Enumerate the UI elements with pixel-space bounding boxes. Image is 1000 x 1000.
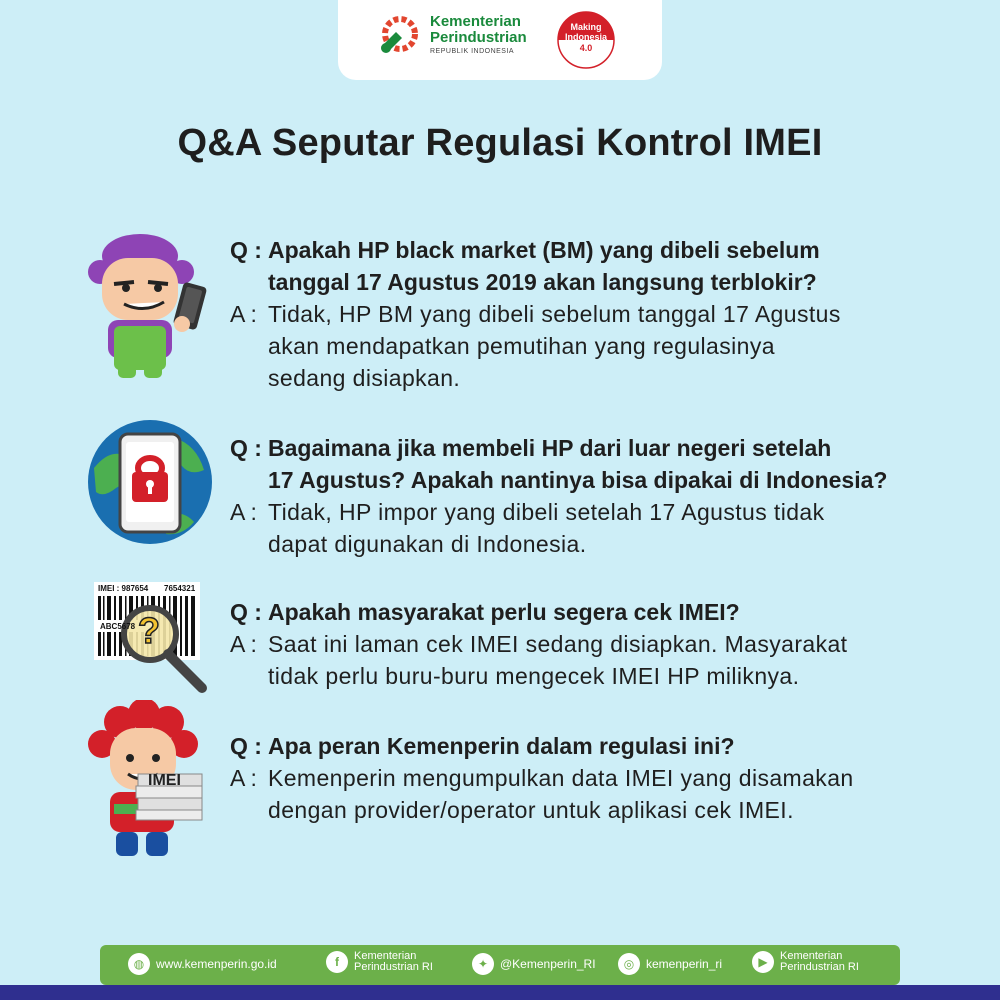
footer-bottom-stripe <box>0 985 1000 1000</box>
barcode-top-text: IMEI : 987654 <box>98 584 149 593</box>
qa-block-3 <box>230 596 970 692</box>
youtube-icon: ▶ <box>752 951 774 973</box>
twitter-icon: ✦ <box>472 953 494 975</box>
globe-icon: ◍ <box>128 953 150 975</box>
question-tag: Q : <box>230 237 262 263</box>
footer-social-bar <box>100 945 900 985</box>
instagram-icon: ◎ <box>618 953 640 975</box>
answer-3-line-1: Saat ini laman cek IMEI sedang disiapkan. Masyarakat <box>268 631 848 657</box>
locked-phone-globe-icon <box>86 418 214 546</box>
question-tag: Q : <box>230 733 262 759</box>
answer-1 <box>230 298 970 394</box>
question-3-line-1: Apakah masyarakat perlu segera cek IMEI? <box>268 599 740 625</box>
question-tag: Q : <box>230 435 262 461</box>
badge-line1: Making <box>570 22 602 32</box>
footer-instagram-link[interactable] <box>618 953 722 975</box>
answer-tag: A : <box>230 301 257 327</box>
facebook-icon: f <box>326 951 348 973</box>
twitter-handle: @Kemenperin_RI <box>500 957 596 971</box>
website-text: www.kemenperin.go.id <box>156 957 277 971</box>
answer-2-line-2: dapat digunakan di Indonesia. <box>268 531 587 557</box>
answer-1-line-3: sedang disiapkan. <box>268 365 461 391</box>
question-2 <box>230 432 970 496</box>
facebook-line1: Kementerian <box>354 950 417 962</box>
ministry-subtitle: REPUBLIK INDONESIA <box>430 47 515 55</box>
ministry-name-line1: Kementerian <box>430 13 521 30</box>
barcode-mid-text: ABC5678 <box>100 622 136 631</box>
answer-3-line-2: tidak perlu buru-buru mengecek IMEI HP miliknya. <box>268 663 800 689</box>
answer-tag: A : <box>230 499 257 525</box>
answer-1-line-2: akan mendapatkan pemutihan yang regulasinya <box>268 333 775 359</box>
badge-line3: 4.0 <box>579 42 593 53</box>
answer-tag: A : <box>230 765 257 791</box>
question-1-line-2: tanggal 17 Agustus 2019 akan langsung terblokir? <box>268 269 817 295</box>
question-2-line-1: Bagaimana jika membeli HP dari luar negeri setelah <box>268 435 832 461</box>
qa-block-4 <box>230 730 970 826</box>
header-logo-card <box>338 0 662 80</box>
footer-twitter-link[interactable] <box>472 953 596 975</box>
answer-tag: A : <box>230 631 257 657</box>
barcode-top-right-text: 7654321 <box>164 584 196 593</box>
youtube-line2: Perindustrian RI <box>780 961 859 973</box>
answer-3 <box>230 628 970 692</box>
barcode-magnifier-icon <box>92 580 212 695</box>
ministry-wordmark <box>430 14 527 55</box>
page-title: Q&A Seputar Regulasi Kontrol IMEI <box>177 122 823 164</box>
question-1-line-1: Apakah HP black market (BM) yang dibeli sebelum <box>268 237 820 263</box>
instagram-handle: kemenperin_ri <box>646 957 723 971</box>
answer-4-line-1: Kemenperin mengumpulkan data IMEI yang disamakan <box>268 765 854 791</box>
question-3 <box>230 596 970 628</box>
smirking-man-with-phone-icon <box>78 228 208 380</box>
answer-2-line-1: Tidak, HP impor yang dibeli setelah 17 Agustus tidak <box>268 499 825 525</box>
answer-4-line-2: dengan provider/operator untuk aplikasi cek IMEI. <box>268 797 794 823</box>
man-with-imei-documents-graphic <box>80 700 208 862</box>
question-tag: Q : <box>230 599 262 625</box>
facebook-line2: Perindustrian RI <box>354 961 433 973</box>
question-4 <box>230 730 970 762</box>
qa-block-1 <box>230 234 970 394</box>
ministry-name-line2: Perindustrian <box>430 28 527 46</box>
footer-website-link[interactable] <box>128 953 277 975</box>
imei-document-label: IMEI <box>148 772 181 789</box>
footer-facebook-link[interactable] <box>326 951 433 973</box>
magnifier-question-mark: ? <box>138 610 160 651</box>
answer-4 <box>230 762 970 826</box>
answer-2 <box>230 496 970 560</box>
footer-youtube-link[interactable] <box>752 951 859 973</box>
man-with-imei-documents-icon <box>80 700 208 862</box>
youtube-line1: Kementerian <box>780 950 843 962</box>
question-1 <box>230 234 970 298</box>
question-4-line-1: Apa peran Kemenperin dalam regulasi ini? <box>268 733 735 759</box>
badge-line2: Indonesia <box>564 32 607 43</box>
answer-1-line-1: Tidak, HP BM yang dibeli sebelum tanggal 17 Agustus <box>268 301 841 327</box>
making-indonesia-badge-text <box>556 22 616 53</box>
question-2-line-2: 17 Agustus? Apakah nantinya bisa dipakai di Indonesia? <box>268 467 888 493</box>
ministry-gear-logo-icon <box>374 12 422 60</box>
qa-block-2 <box>230 432 970 560</box>
